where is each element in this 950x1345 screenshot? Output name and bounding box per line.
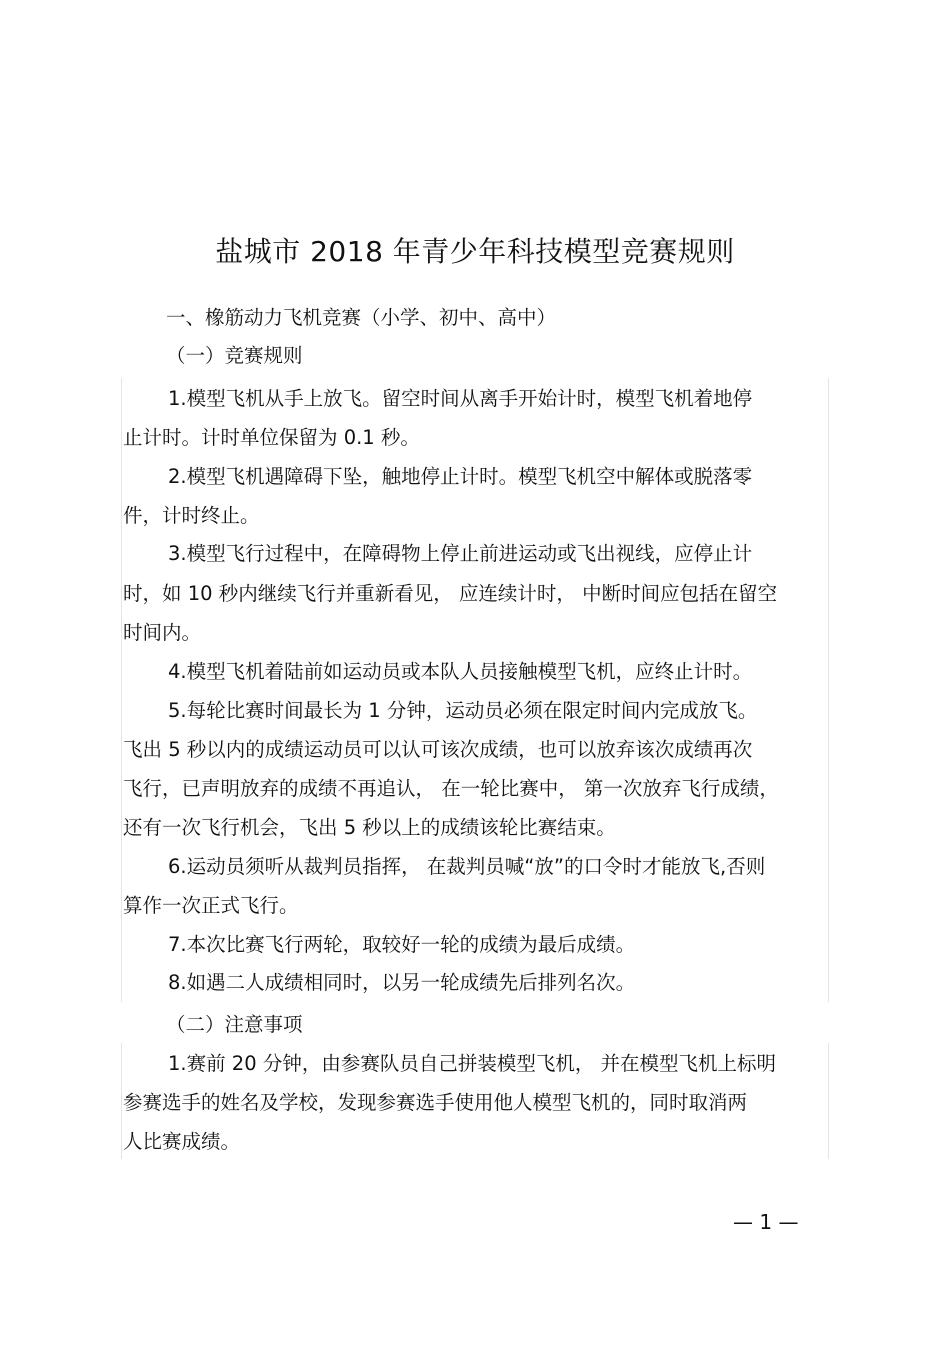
text-line: 止计时。计时单位保留为 0.1 秒。 [123, 426, 420, 449]
page-number: — 1 — [733, 1210, 799, 1234]
text-line: 参赛选手的姓名及学校，发现参赛选手使用他人模型飞机的，同时取消两 [123, 1091, 748, 1114]
text-line: 1.模型飞机从手上放飞。留空时间从离手开始计时，模型飞机着地停 [168, 387, 753, 410]
text-line: 5.每轮比赛时间最长为 1 分钟，运动员必须在限定时间内完成放飞。 [168, 699, 758, 722]
text-line: 人比赛成绩。 [123, 1130, 241, 1153]
text-line: 飞行，已声明放弃的成绩不再追认， 在一轮比赛中， 第一次放弃飞行成绩， [123, 777, 779, 800]
rules-text-block [121, 378, 829, 1002]
text-line: 7.本次比赛飞行两轮，取较好一轮的成绩为最后成绩。 [168, 933, 636, 956]
notes-text-block [121, 1043, 829, 1159]
text-line: 飞出 5 秒以内的成绩运动员可以认可该次成绩，也可以放弃该次成绩再次 [123, 738, 753, 761]
section-heading: 一、橡筋动力飞机竞赛（小学、初中、高中） [166, 306, 557, 329]
text-line: 8.如遇二人成绩相同时，以另一轮成绩先后排列名次。 [168, 971, 636, 994]
text-line: 3.模型飞行过程中，在障碍物上停止前进运动或飞出视线，应停止计 [168, 542, 753, 565]
text-line: 2.模型飞机遇障碍下坠，触地停止计时。模型飞机空中解体或脱落零 [168, 465, 753, 488]
text-line: 算作一次正式飞行。 [123, 894, 299, 917]
page-title: 盐城市 2018 年青少年科技模型竞赛规则 [215, 235, 735, 268]
text-line: 还有一次飞行机会，飞出 5 秒以上的成绩该轮比赛结束。 [123, 816, 616, 839]
text-line: 6.运动员须听从裁判员指挥， 在裁判员喊“放”的口令时才能放飞,否则 [168, 855, 766, 878]
subsection-heading-notes: （二）注意事项 [166, 1013, 303, 1036]
text-line: 4.模型飞机着陆前如运动员或本队人员接触模型飞机，应终止计时。 [168, 660, 753, 683]
text-line: 1.赛前 20 分钟，由参赛队员自己拼装模型飞机， 并在模型飞机上标明 [168, 1052, 777, 1075]
text-line: 件，计时终止。 [123, 504, 260, 527]
subsection-heading-rules: （一）竞赛规则 [166, 344, 303, 367]
text-line: 时间内。 [123, 621, 202, 644]
text-line: 时，如 10 秒内继续飞行并重新看见， 应连续计时， 中断时间应包括在留空 [123, 582, 778, 605]
